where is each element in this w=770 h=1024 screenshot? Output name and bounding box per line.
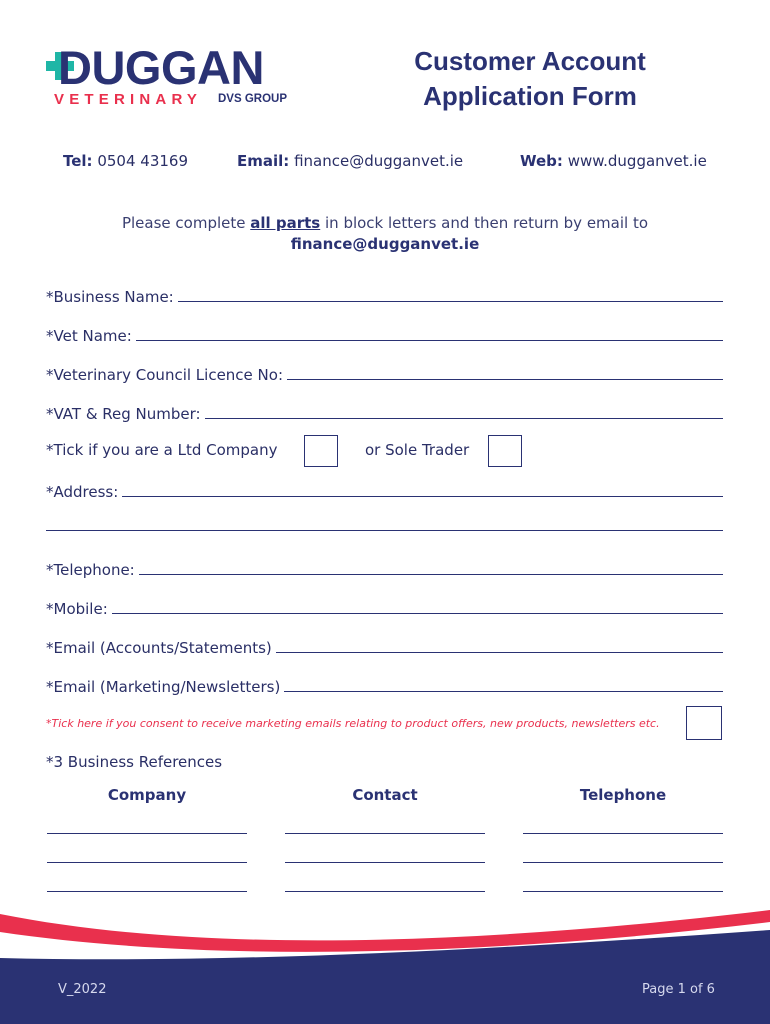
reference-3-company-line[interactable] (47, 891, 247, 892)
instructions (0, 213, 770, 255)
form-title-line2: Application Form (423, 81, 637, 111)
logo-group-text: DVS GROUP (218, 93, 288, 105)
contact-telephone (63, 152, 188, 170)
address-field[interactable] (46, 479, 723, 501)
references-column-contact: Contact (352, 786, 418, 804)
instructions-pre: Please complete (121, 214, 251, 232)
address-input-line[interactable] (122, 496, 723, 497)
ltd-company-checkbox[interactable] (304, 435, 338, 467)
email-marketing-field[interactable] (46, 674, 723, 696)
address-second-line[interactable] (46, 530, 723, 531)
business-name-label: *Business Name: (46, 288, 174, 306)
email-accounts-field[interactable] (46, 635, 723, 657)
logo-brand-text: DUGGAN (58, 41, 264, 94)
telephone-input-line[interactable] (139, 574, 723, 575)
vat-input-line[interactable] (205, 418, 723, 419)
vat-label: *VAT & Reg Number: (46, 405, 201, 423)
address-label: *Address: (46, 483, 119, 501)
email-label: Email: (237, 152, 290, 170)
web-label: Web: (520, 152, 563, 170)
references-column-company: Company (107, 786, 187, 804)
vet-name-field[interactable] (46, 323, 723, 345)
instructions-email: finance@dugganvet.ie (290, 235, 480, 253)
reference-2-contact-line[interactable] (285, 862, 485, 863)
licence-input-line[interactable] (287, 379, 723, 380)
sole-trader-checkbox[interactable] (488, 435, 522, 467)
marketing-consent-text: *Tick here if you consent to receive marketing emails relating to product offers, new products, newsletters etc. (46, 717, 660, 730)
marketing-consent-checkbox[interactable] (686, 706, 722, 740)
telephone-field[interactable] (46, 557, 723, 579)
footer-page-number: Page 1 of 6 (642, 982, 715, 997)
instructions-line1 (0, 213, 770, 234)
logo-veterinary-text: VETERINARY (54, 91, 203, 108)
mobile-label: *Mobile: (46, 600, 108, 618)
business-name-input-line[interactable] (178, 301, 723, 302)
email-marketing-label: *Email (Marketing/Newsletters) (46, 678, 281, 696)
tel-label: Tel: (63, 152, 93, 170)
form-title (380, 44, 680, 114)
reference-1-contact-line[interactable] (285, 833, 485, 834)
email-accounts-input-line[interactable] (276, 652, 723, 653)
instructions-emphasis: all parts (250, 214, 321, 232)
footer-wave-graphic (0, 900, 770, 1024)
references-column-telephone: Telephone (579, 786, 667, 804)
references-heading: *3 Business References (46, 753, 223, 771)
contact-web (520, 152, 707, 170)
tel-value: 0504 43169 (97, 152, 189, 170)
email-marketing-input-line[interactable] (284, 691, 723, 692)
mobile-field[interactable] (46, 596, 723, 618)
duggan-logo (46, 42, 296, 112)
contact-email (237, 152, 463, 170)
vet-name-label: *Vet Name: (46, 327, 132, 345)
instructions-post: in block letters and then return by email to (320, 214, 649, 232)
mobile-input-line[interactable] (112, 613, 723, 614)
sole-trader-label: or Sole Trader (365, 441, 470, 459)
vet-name-input-line[interactable] (136, 340, 723, 341)
licence-field[interactable] (46, 362, 723, 384)
reference-3-telephone-line[interactable] (523, 891, 723, 892)
reference-1-company-line[interactable] (47, 833, 247, 834)
reference-2-telephone-line[interactable] (523, 862, 723, 863)
reference-1-telephone-line[interactable] (523, 833, 723, 834)
footer-version: V_2022 (58, 982, 107, 997)
business-name-field[interactable] (46, 284, 723, 306)
reference-2-company-line[interactable] (47, 862, 247, 863)
reference-3-contact-line[interactable] (285, 891, 485, 892)
telephone-label: *Telephone: (46, 561, 135, 579)
form-title-line1: Customer Account (414, 46, 646, 76)
vat-field[interactable] (46, 401, 723, 423)
email-accounts-label: *Email (Accounts/Statements) (46, 639, 272, 657)
web-value: www.dugganvet.ie (567, 152, 707, 170)
licence-label: *Veterinary Council Licence No: (46, 366, 283, 384)
email-value: finance@dugganvet.ie (294, 152, 464, 170)
ltd-company-label: *Tick if you are a Ltd Company (46, 441, 278, 459)
